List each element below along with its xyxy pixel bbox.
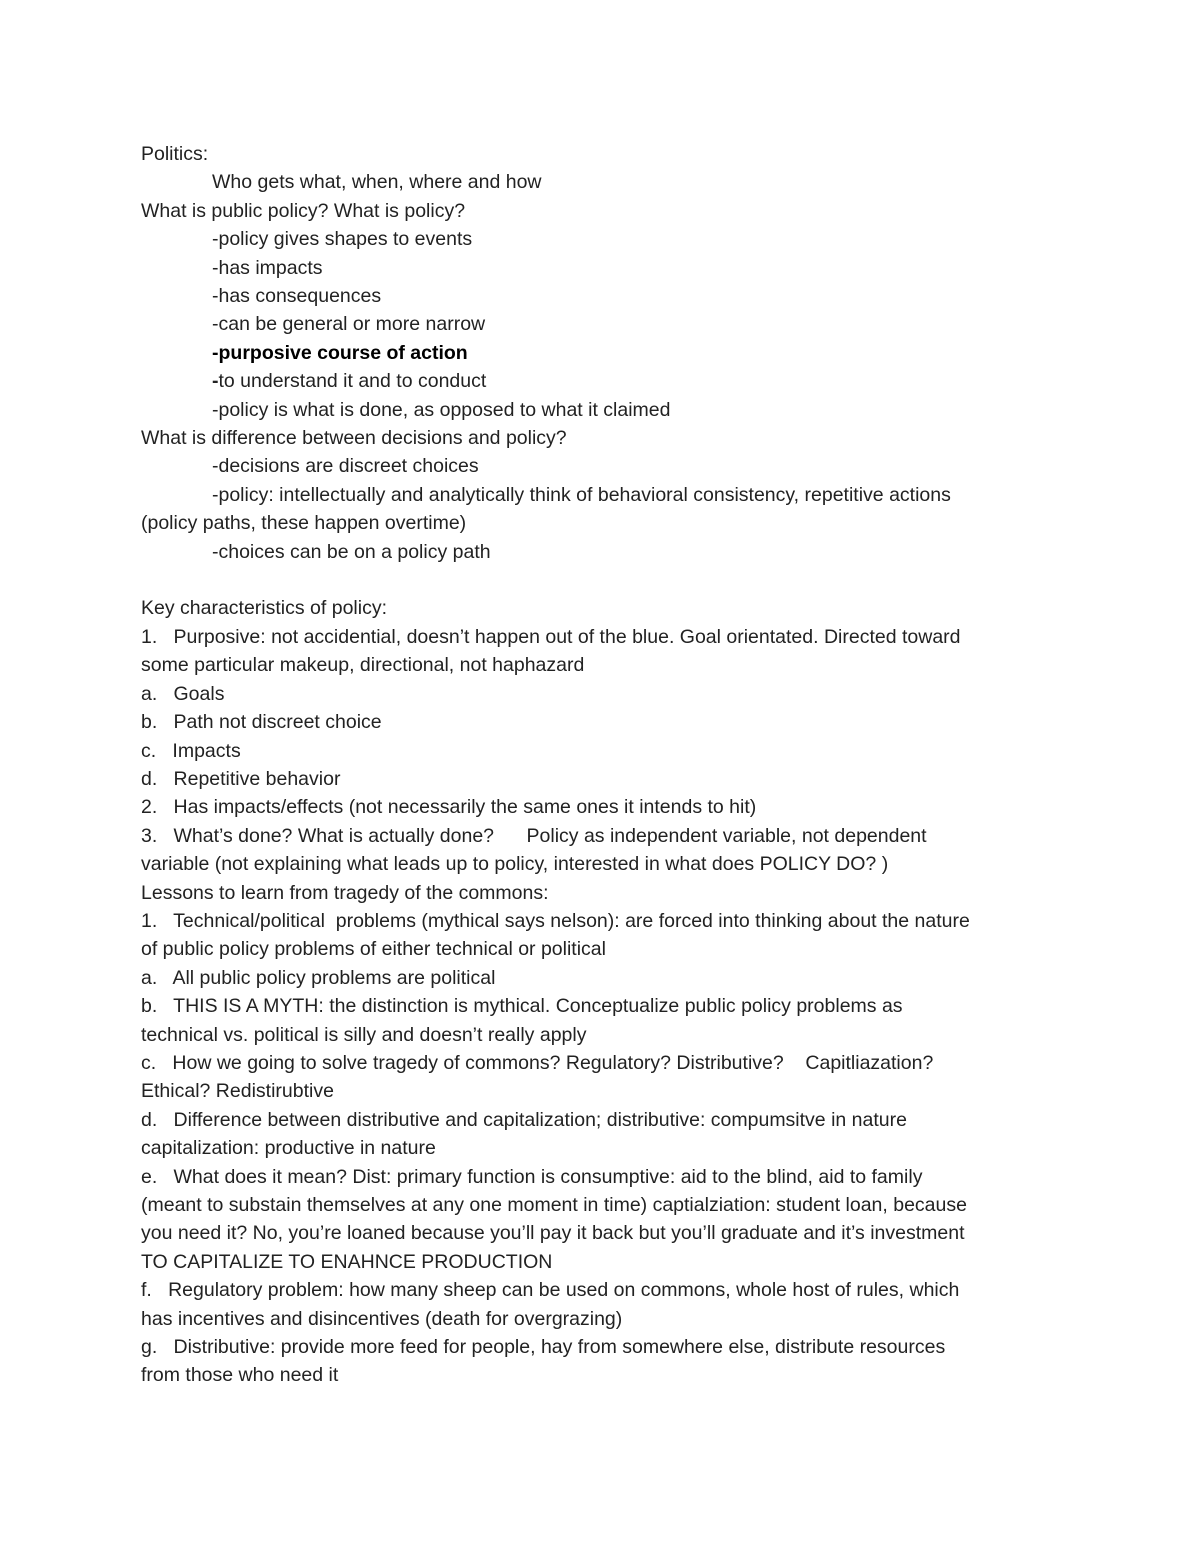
list-item-continuation: capitalization: productive in nature (141, 1137, 436, 1160)
bullet-text: to understand it and to conduct (218, 370, 487, 393)
list-item: g. Distributive: provide more feed for people, hay from somewhere else, distribute resources (141, 1336, 946, 1359)
list-item: 2. Has impacts/effects (not necessarily the same ones it intends to hit) (141, 796, 757, 819)
section-heading: Key characteristics of policy: (141, 597, 388, 620)
list-item-continuation: variable (not explaining what leads up to policy, interested in what does POLICY DO? ) (141, 853, 889, 876)
list-item-continuation: technical vs. political is silly and doesn’t really apply (141, 1023, 587, 1046)
bold-bullet-line: -purposive course of action (212, 341, 468, 364)
list-item-continuation: has incentives and disincentives (death for overgrazing) (141, 1307, 623, 1330)
text-line: (policy paths, these happen overtime) (141, 512, 467, 535)
bullet-line: -policy gives shapes to events (212, 228, 473, 251)
list-item: c. Impacts (141, 739, 241, 762)
bullet-line (141, 367, 1071, 395)
list-item: f. Regulatory problem: how many sheep can be used on commons, whole host of rules, which (141, 1279, 960, 1302)
list-item: d. Repetitive behavior (141, 767, 341, 790)
bullet-line: -policy is what is done, as opposed to what it claimed (212, 398, 671, 421)
bullet-line: -has consequences (212, 285, 382, 308)
list-item-continuation: Ethical? Redistirubtive (141, 1080, 334, 1103)
bullet-line: -can be general or more narrow (212, 313, 486, 336)
list-item-continuation: of public policy problems of either technical or political (141, 938, 606, 961)
list-item-continuation: from those who need it (141, 1364, 339, 1387)
bullet-line: -has impacts (212, 256, 323, 279)
bullet-line: -policy: intellectually and analytically think of behavioral consistency, repetitive actions (212, 483, 951, 506)
list-item: 1. Technical/political problems (mythical says nelson): are forced into thinking about the nature (141, 909, 970, 932)
list-item: c. How we going to solve tragedy of commons? Regulatory? Distributive? Capitliazation? (141, 1051, 934, 1074)
list-item: b. THIS IS A MYTH: the distinction is mythical. Conceptualize public policy problems as (141, 995, 903, 1018)
list-item-continuation: (meant to substain themselves at any one moment in time) captialziation: student loan, because (141, 1194, 967, 1217)
list-item: 3. What’s done? What is actually done? Policy as independent variable, not dependent (141, 824, 927, 847)
heading-politics: Politics: (141, 143, 209, 165)
bold-dash: - (212, 370, 219, 393)
section-heading: Lessons to learn from tragedy of the commons: (141, 881, 549, 904)
list-item-continuation: some particular makeup, directional, not haphazard (141, 654, 585, 677)
question-line: What is difference between decisions and policy? (141, 427, 567, 450)
bullet-line: -choices can be on a policy path (212, 540, 491, 563)
question-line: What is public policy? What is policy? (141, 199, 466, 222)
text-line: Who gets what, when, where and how (212, 171, 542, 194)
list-item-continuation: you need it? No, you’re loaned because you’ll pay it back but you’ll graduate and it’s investment (141, 1222, 965, 1245)
list-item: 1. Purposive: not accidential, doesn’t happen out of the blue. Goal orientated. Directed toward (141, 625, 961, 648)
list-item: a. Goals (141, 682, 225, 705)
document-body (141, 140, 1071, 1390)
blank-line (141, 566, 1071, 594)
list-item: d. Difference between distributive and capitalization; distributive: compumsitve in nature (141, 1108, 907, 1131)
list-item: a. All public policy problems are political (141, 966, 496, 989)
list-item: e. What does it mean? Dist: primary function is consumptive: aid to the blind, aid to family (141, 1165, 923, 1188)
list-item: b. Path not discreet choice (141, 711, 382, 734)
list-item-continuation: TO CAPITALIZE TO ENAHNCE PRODUCTION (141, 1250, 553, 1273)
bullet-line: -decisions are discreet choices (212, 455, 479, 478)
